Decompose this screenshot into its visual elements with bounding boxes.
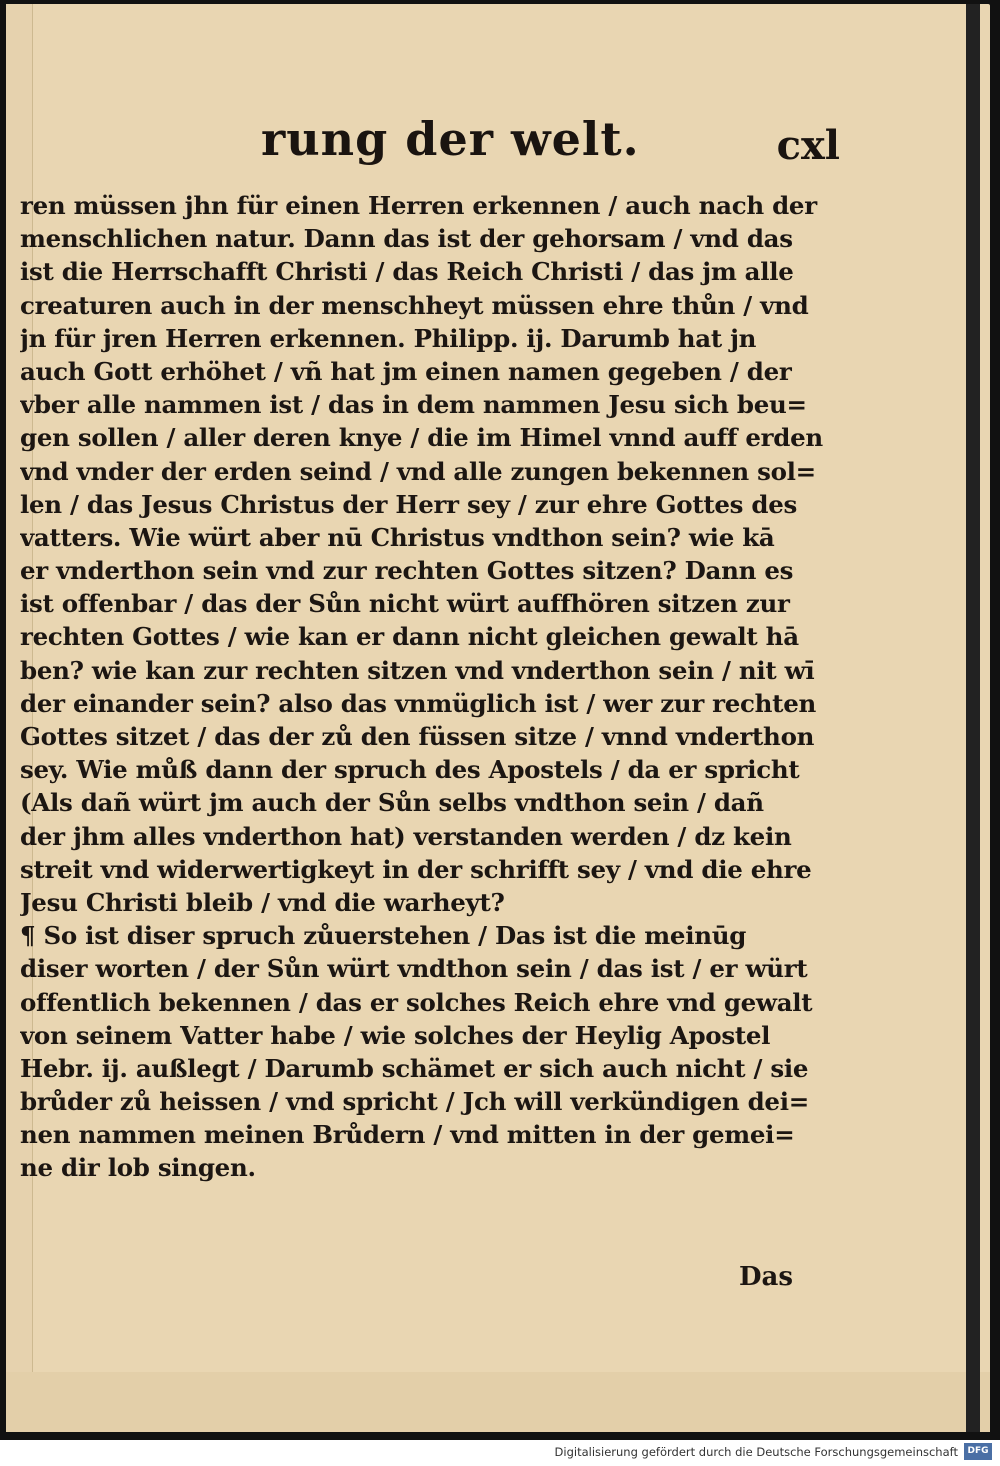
text-line: rechten Gottes / wie kan er dann nicht gleichen gewalt hā [20,622,799,652]
folio-number: cxl [776,122,840,169]
text-line: sey. Wie můß dann der spruch des Apostels / da er spricht [20,755,800,785]
text-line: brůder zů heissen / vnd spricht / Jch will verkündigen dei= [20,1087,809,1117]
text-line: streit vnd widerwertigkeyt in der schrifft sey / vnd die ehre [20,854,812,884]
text-line: ren müssen jhn für einen Herren erkennen / auch nach der [20,191,817,220]
text-line: diser worten / der Sůn würt vndthon sein / das ist / er würt [20,954,808,984]
text-line: (Als dañ würt jm auch der Sůn selbs vndthon sein / dañ [20,788,764,818]
body-text [20,189,850,1185]
text-line: gen sollen / aller deren knye / die im Himel vnnd auff erden [20,423,823,453]
running-head: rung der welt. [261,112,640,166]
text-line: von seinem Vatter habe / wie solches der Heylig Apostel [20,1020,771,1050]
text-line: der einander sein? also das vnmüglich ist / wer zur rechten [20,688,817,718]
funding-credit: Digitalisierung gefördert durch die Deutsche Forschungsgemeinschaft [554,1445,958,1459]
text-line: len / das Jesus Christus der Herr sey / zur ehre Gottes des [20,489,797,519]
text-line: der jhm alles vnderthon hat) verstanden werden / dz kein [20,821,792,851]
text-line: Hebr. ij. außlegt / Darumb schämet er sich auch nicht / sie [20,1053,809,1083]
text-line: ne dir lob singen. [20,1153,256,1183]
text-line: Jesu Christi bleib / vnd die warheyt? [20,887,505,917]
dfg-logo: DFG [964,1443,992,1460]
scan-right-border [966,4,980,1432]
text-line: vnd vnder der erden seind / vnd alle zungen bekennen sol= [20,456,816,486]
text-line: nen nammen meinen Brůdern / vnd mitten in der gemei= [20,1120,795,1150]
page-bottom-shade [6,1372,990,1432]
text-line: ist die Herrschafft Christi / das Reich Christi / das jm alle [20,257,794,287]
text-line: menschlichen natur. Dann das ist der gehorsam / vnd das [20,224,793,254]
text-line: ben? wie kan zur rechten sitzen vnd vnderthon sein / nit wī [20,655,815,685]
text-line: ist offenbar / das der Sůn nicht würt auffhören sitzen zur [20,589,790,619]
footer-bar [0,1440,1000,1466]
text-line: Gottes sitzet / das der zů den füssen sitze / vnnd vnderthon [20,722,815,751]
text-line: vatters. Wie würt aber nū Christus vndthon sein? wie kā [20,522,775,552]
text-line: auch Gott erhöhet / vñ hat jm einen namen gegeben / der [20,356,792,386]
text-line: er vnderthon sein vnd zur rechten Gottes sitzen? Dann es [20,556,794,586]
text-line: offentlich bekennen / das er solches Reich ehre vnd gewalt [20,987,813,1017]
text-line: vber alle nammen ist / das in dem nammen Jesu sich beu= [20,390,807,420]
text-line: jn für jren Herren erkennen. Philipp. ij. Darumb hat jn [20,323,757,353]
text-line: ¶ So ist diser spruch zůuerstehen / Das ist die meinūg [20,921,747,951]
text-line: creaturen auch in der menschheyt müssen ehre thůn / vnd [20,290,809,320]
catchword: Das [739,1262,794,1292]
book-page [6,4,990,1432]
